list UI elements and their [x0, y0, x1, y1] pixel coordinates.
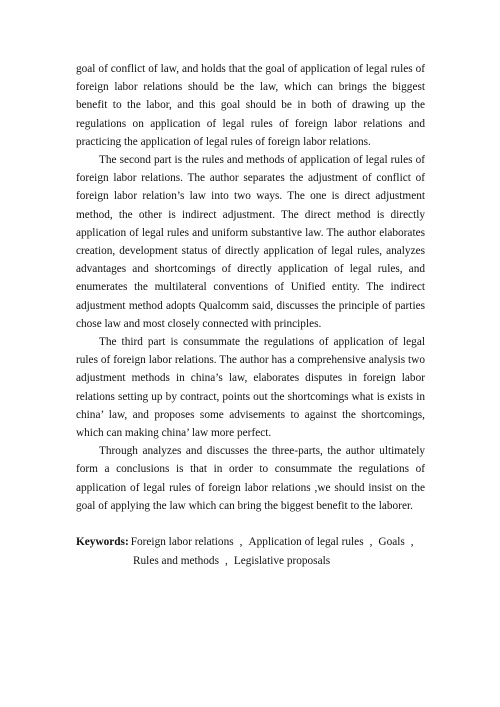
keyword-item: Legislative proposals: [233, 554, 331, 567]
keyword-item: Application of legal rules: [248, 536, 364, 548]
keywords-block: [76, 533, 436, 570]
keyword-item: Goals: [378, 536, 405, 548]
keyword-separator: ,: [410, 536, 414, 548]
paragraph-third-part: The third part is consummate the regulations of application of legal rules of foreign labor relations. The author has a comprehensive analysis two adjustment methods in china’s law, elaborates disputes in foreign labor relations setting up by contract, points out the shortcomings what is exists in china’ law, and proposes some advisements to against the shortcomings, which can making china’ law more perfect.: [76, 336, 425, 440]
abstract-body: [76, 60, 425, 515]
paragraph-conclusion: Through analyzes and discusses the three-parts, the author ultimately form a conclusions is that in order to consummate the regulations of application of legal rules of foreign labor relations ,we should insist on the goal of applying the law which can bring the biggest benefit to the laborer.: [76, 445, 425, 512]
keyword-separator: ,: [224, 554, 228, 567]
keyword-separator: ,: [239, 536, 243, 548]
keyword-item: Rules and methods: [133, 554, 219, 567]
keyword-item: Foreign labor relations: [130, 536, 234, 548]
keyword-separator: ,: [369, 536, 373, 548]
paragraph-continuation: goal of conflict of law, and holds that the goal of application of legal rules of foreign labor relations should be the law, which can brings the biggest benefit to the labor, and this goal should be in both of drawing up the regulations on application of legal rules of foreign labor relations and practicing the application of legal rules of foreign labor relations.: [76, 63, 425, 148]
keywords-label: Keywords:: [76, 536, 129, 548]
paragraph-second-part: The second part is the rules and methods of application of legal rules of foreign labor relations. The author separates the adjustment of conflict of foreign labor relation’s law into two ways. The one is direct adjustment method, the other is indirect adjustment. The direct method is directly application of legal rules and uniform substantive law. The author elaborates creation, development status of directly application of legal rules, analyzes advantages and shortcomings of directly application of legal rules, and enumerates the multilateral conventions of Unified entity. The indirect adjustment method adopts Qualcomm said, discusses the principle of parties chose law and most closely connected with principles.: [76, 154, 425, 330]
